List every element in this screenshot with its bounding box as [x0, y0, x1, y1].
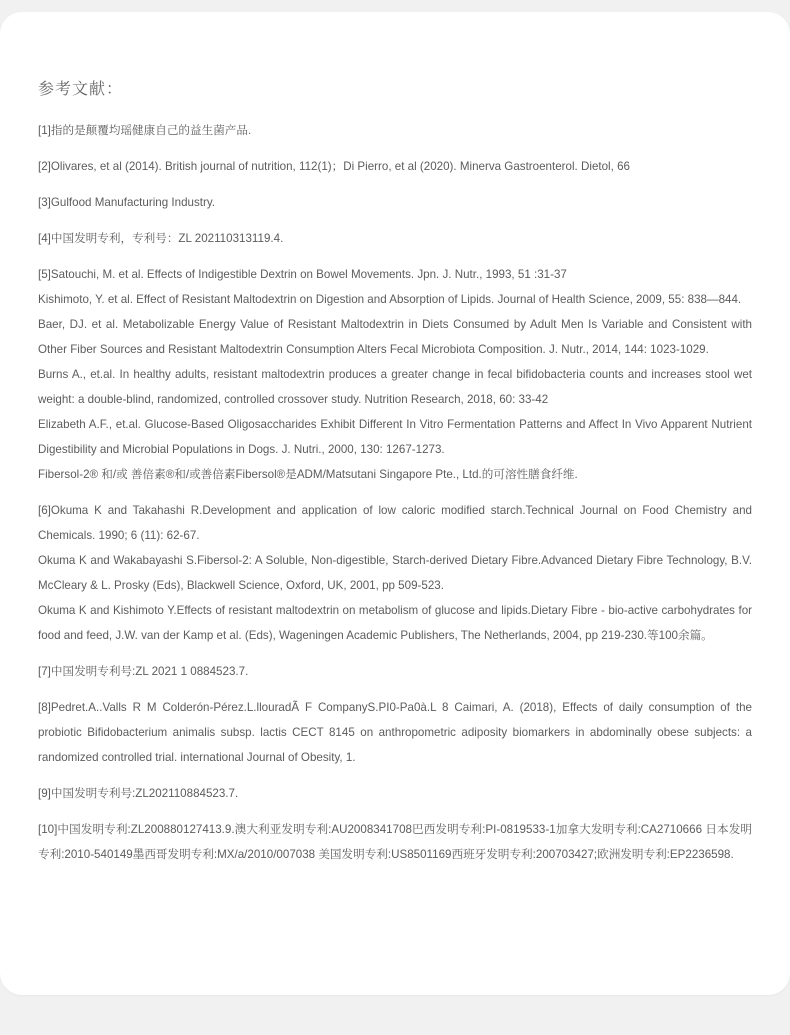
reference-item — [38, 154, 752, 179]
reference-item — [38, 190, 752, 215]
reference-entry: Fibersol-2® 和/或 善倍素®和/或善倍素Fibersol®是ADM/Matsutani Singapore Pte., Ltd.的可溶性膳食纤维. — [38, 468, 578, 481]
reference-entry: [6]Okuma K and Takahashi R.Development and application of low caloric modified starch.Technical Journal on Food Chemistry and Chemicals. 1990; 6 (11): 62-67. — [38, 504, 752, 542]
reference-entry: Okuma K and Kishimoto Y.Effects of resistant maltodextrin on metabolism of glucose and lipids.Dietary Fibre - bio-active carbohydrates for food and feed, J.W. van der Kamp et al. (Eds), Wageningen Academic Publishers, The Netherlands, 2004, pp 219-230.等100余篇。 — [38, 604, 752, 642]
reference-item — [38, 695, 752, 770]
reference-item — [38, 781, 752, 806]
reference-entry: [8]Pedret.A..Valls R M Colderón-Pérez.L.llouradÃ F CompanyS.PI0-Pa0à.L 8 Caimari, A. (2018), Effects of daily consumption of the probiotic Bifidobacterium animalis subsp. lactis CECT 8145 on anthropometric adiposity biomarkers in abdominally obese subjects: a randomized controlled trial. international Journal of Obesity, 1. — [38, 701, 752, 764]
reference-entry: Elizabeth A.F., et.al. Glucose-Based Oligosaccharides Exhibit Different In Vitro Fermentation Patterns and Affect In Vivo Apparent Nutrient Digestibility and Microbial Populations in Dogs. J. Nutri., 2000, 130: 1267-1273. — [38, 418, 752, 456]
reference-entry: Burns A., et.al. In healthy adults, resistant maltodextrin produces a greater change in fecal bifidobacteria counts and increases stool wet weight: a double-blind, randomized, controlled crossover study. Nutrition Research, 2018, 60: 33-42 — [38, 368, 752, 406]
reference-entry: Kishimoto, Y. et al. Effect of Resistant Maltodextrin on Digestion and Absorption of Lipids. Journal of Health Science, 2009, 55: 838—844. — [38, 293, 742, 306]
reference-entry: Baer, DJ. et al. Metabolizable Energy Value of Resistant Maltodextrin in Diets Consumed by Adult Men Is Variable and Consistent with Other Fiber Sources and Resistant Maltodextrin Consumption Alters Fecal Microbiota Composition. J. Nutr., 2014, 144: 1023-1029. — [38, 318, 752, 356]
reference-list — [38, 118, 752, 878]
reference-item — [38, 659, 752, 684]
reference-entry: [9]中国发明专利号:ZL202110884523.7. — [38, 787, 239, 800]
reference-item — [38, 817, 752, 867]
reference-entry: [1]指的是颠覆均瑶健康自己的益生菌产品. — [38, 124, 252, 137]
reference-item — [38, 226, 752, 251]
reference-item — [38, 118, 752, 143]
reference-entry: [3]Gulfood Manufacturing Industry. — [38, 196, 216, 209]
reference-entry: Okuma K and Wakabayashi S.Fibersol-2: A Soluble, Non-digestible, Starch-derived Dietary Fibre.Advanced Dietary Fibre Technology, B.V. McCleary & L. Prosky (Eds), Blackwell Science, Oxford, UK, 2001, pp 509-523. — [38, 554, 752, 592]
section-title: 参考文献： — [38, 81, 124, 98]
reference-item — [38, 262, 752, 487]
reference-item — [38, 498, 752, 648]
reference-entry: [10]中国发明专利:ZL200880127413.9.澳大利亚发明专利:AU2008341708巴西发明专利:PI-0819533-1加拿大发明专利:CA2710666 日本发明专利:2010-540149墨西哥发明专利:MX/a/2010/007038 美国发明专利:US8501169西班牙发明专利:200703427;欧洲发明专利:EP2236598. — [38, 823, 752, 861]
reference-entry: [2]Olivares, et al (2014). British journal of nutrition, 112(1)；Di Pierro, et al (2020). Minerva Gastroenterol. Dietol, 66 — [38, 160, 630, 173]
references-card — [0, 12, 790, 995]
reference-entry: [7]中国发明专利号:ZL 2021 1 0884523.7. — [38, 665, 249, 678]
reference-entry: [4]中国发明专利，专利号：ZL 202110313119.4. — [38, 232, 284, 245]
reference-entry: [5]Satouchi, M. et al. Effects of Indigestible Dextrin on Bowel Movements. Jpn. J. Nutr., 1993, 51 :31-37 — [38, 268, 567, 281]
